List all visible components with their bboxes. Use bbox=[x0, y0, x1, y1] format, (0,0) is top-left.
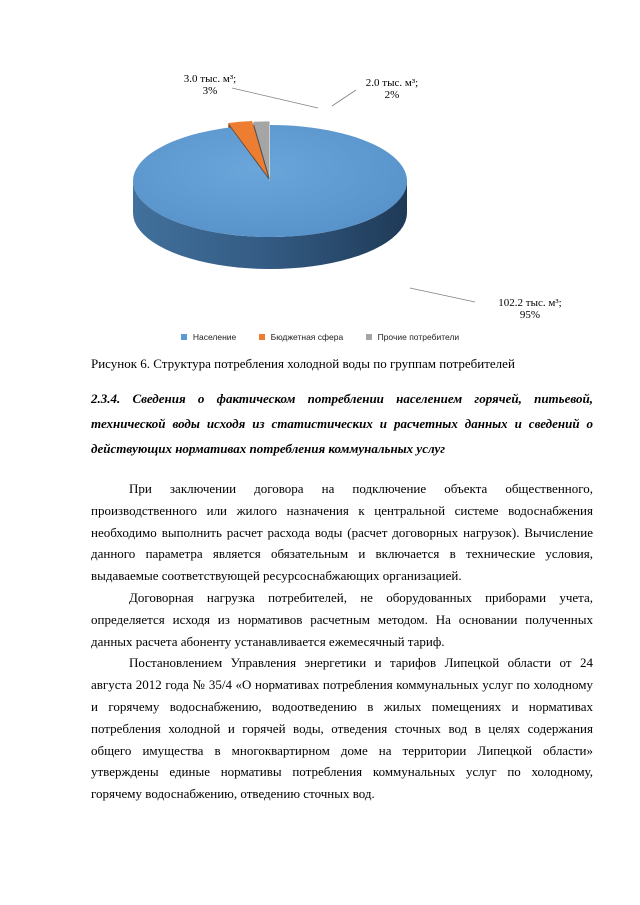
figure-caption: Рисунок 6. Структура потребления холодной воды по группам потребителей bbox=[91, 356, 515, 371]
paragraph: Постановлением Управления энергетики и тарифов Липецкой области от 24 августа 2012 года № 35/4 «О нормативах потребления коммунальных услуг по холодному и горячему водоснабжению, водоотведению в жилых помещениях и нормативах потребления холодной и горячей воды, отведения сточных вод в целях содержания общего имущества в многоквартирном доме на территории Липецкой области» утверждены единые нормативы потребления коммунальных услуг по холодному, горячему водоснабжению, отведению сточных вод. bbox=[91, 655, 593, 802]
data-label: 95% bbox=[519, 309, 541, 321]
leader-line bbox=[332, 90, 356, 106]
data-label: 3.0 тыс. м³; bbox=[183, 73, 237, 85]
data-label: 2% bbox=[384, 89, 400, 101]
legend-swatch bbox=[366, 334, 372, 340]
paragraph: Договорная нагрузка потребителей, не оборудованных приборами учета, определяется исходя из нормативов расчетным методом. На основании полученных данных расчета абоненту устанавливается ежемесячный тариф. bbox=[91, 589, 593, 649]
body-text bbox=[91, 478, 593, 805]
legend-label: Население bbox=[192, 332, 237, 342]
data-label: 102.2 тыс. м³; bbox=[498, 297, 562, 309]
legend-item-other bbox=[366, 332, 460, 342]
legend-label: Бюджетная сфера bbox=[270, 332, 344, 342]
legend-swatch bbox=[181, 334, 187, 340]
legend-item-budget bbox=[259, 332, 344, 342]
legend-swatch bbox=[259, 334, 265, 340]
legend-item-population bbox=[181, 332, 236, 342]
pie-slice bbox=[133, 125, 407, 237]
pie-chart bbox=[110, 68, 590, 328]
leader-line bbox=[232, 88, 318, 108]
paragraph: При заключении договора на подключение объекта общественного, производственного или жилого назначения к центральной системе водоснабжения необходимо выполнить расчет расхода воды (расчет договорных нагрузок). Вычисление данного параметра является обязательным и включается в технические условия, выдаваемые соответствующей ресурсоснабжающих организацией. bbox=[91, 481, 593, 584]
leader-line bbox=[410, 288, 475, 302]
section-heading: 2.3.4. Сведения о фактическом потреблении населением горячей, питьевой, технической воды исходя из статистических и расчетных данных и сведений о действующих нормативах потребления коммунальных услуг bbox=[91, 391, 593, 456]
chart-legend bbox=[0, 332, 640, 342]
legend-label: Прочие потребители bbox=[377, 332, 460, 342]
data-label: 3% bbox=[202, 85, 218, 97]
data-label: 2.0 тыс. м³; bbox=[365, 77, 419, 89]
